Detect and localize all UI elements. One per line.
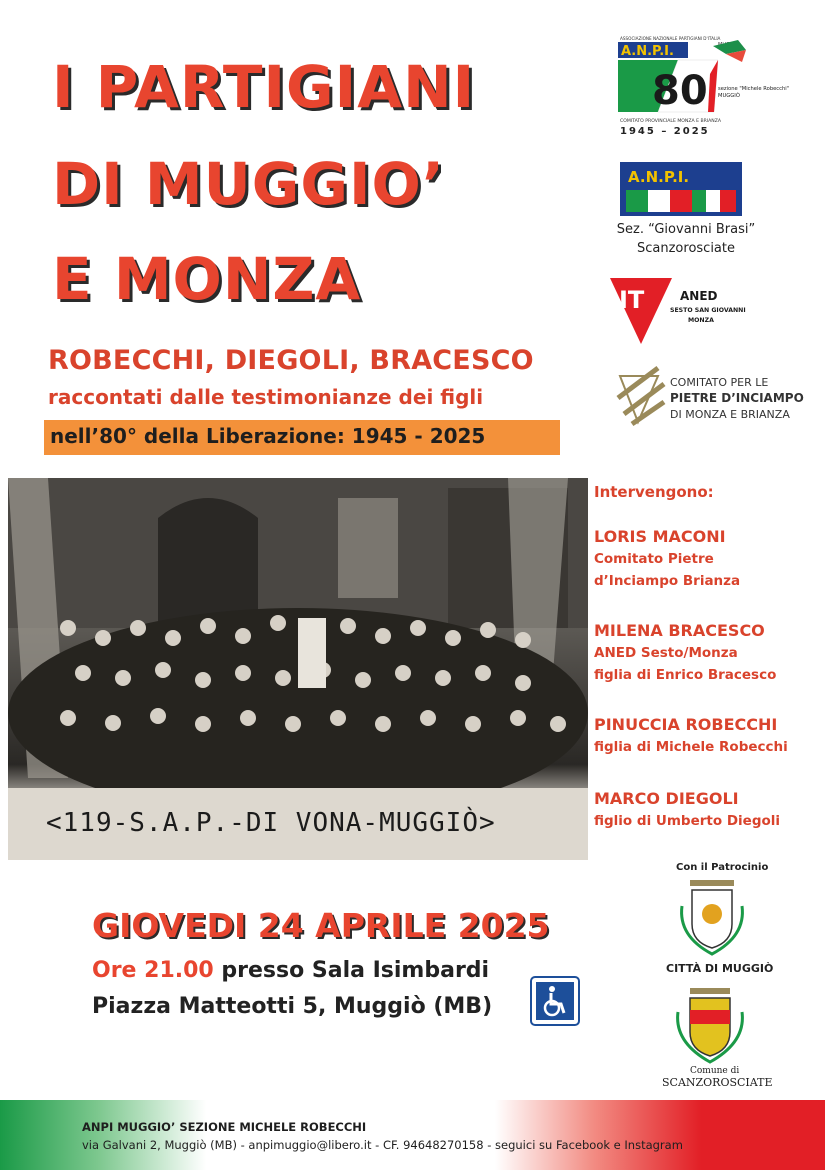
event-venue: presso Sala Isimbardi (213, 958, 490, 983)
footer (0, 1100, 825, 1170)
pietre-line3: DI MONZA E BRIANZA (670, 408, 790, 421)
speakers-heading: Intervengono: (594, 483, 714, 501)
speaker-role: Comitato Pietre (594, 551, 714, 567)
patronage-city-2-name: SCANZOROSCIATE (662, 1076, 773, 1089)
subtitle: ROBECCHI, DIEGOLI, BRACESCO (48, 345, 534, 376)
speaker-role: d’Inciampo Brianza (594, 573, 741, 589)
anpi80-section-city: MUGGIÒ (718, 93, 740, 99)
pietre-inciampo-logo (618, 368, 818, 426)
event-address: Piazza Matteotti 5, Muggiò (MB) (92, 994, 493, 1019)
speaker-name: PINUCCIA ROBECCHI (594, 715, 778, 734)
speaker-milena-bracesco (594, 620, 824, 686)
anpi-brasi-line2: Scanzorosciate (637, 241, 735, 256)
anpi80-name: A.N.P.I. (621, 44, 674, 59)
comune-scanzorosciate-crest-icon (672, 986, 748, 1064)
poster-title-line-1: I PARTIGIANI (52, 53, 476, 121)
patronage-label: Con il Patrocinio (676, 862, 769, 873)
anpi-brasi-line1: Sez. “Giovanni Brasi” (616, 222, 756, 237)
speaker-role: figlia di Enrico Bracesco (594, 667, 777, 683)
speaker-marco-diegoli (594, 788, 824, 832)
speaker-name: MARCO DIEGOLI (594, 789, 739, 808)
pietre-line1: COMITATO PER LE (670, 376, 769, 389)
speaker-role: figlia di Michele Robecchi (594, 739, 788, 755)
poster-title-line-3: E MONZA (52, 245, 362, 313)
aned-logo (610, 278, 746, 344)
anpi-80-logo (618, 34, 790, 138)
poster-title-line-2: DI MUGGIO’ (52, 150, 445, 218)
anpi80-header: ASSOCIAZIONE NAZIONALE PARTIGIANI D'ITALIA (620, 36, 721, 41)
italian-flag-gradient (0, 1100, 825, 1170)
anpi-brasi-name: A.N.P.I. (628, 168, 690, 186)
aned-line2: MONZA (688, 317, 714, 324)
anniversary-band (44, 420, 560, 455)
anpi-brasi-logo (620, 162, 742, 216)
anpi80-committee: COMITATO PROVINCIALE MONZA E BRIANZA (620, 119, 722, 124)
aned-line1: SESTO SAN GIOVANNI (670, 307, 746, 314)
speaker-pinuccia-robecchi (594, 714, 824, 758)
photo-illustration (8, 478, 588, 860)
patronage-city-1: CITTÀ DI MUGGIÒ (666, 962, 774, 975)
event-time: Ore 21.00 (92, 958, 214, 983)
patronage-city-2-label: Comune di (690, 1066, 740, 1076)
tagline: raccontati dalle testimonianze dei figli (48, 385, 484, 409)
anpi-brasi-caption (596, 220, 776, 258)
photo-caption: <119-S.A.P.-DI VONA-MUGGIÒ> (46, 808, 496, 838)
anpi80-number: 80 (652, 68, 708, 114)
aned-name: ANED (680, 289, 718, 303)
speaker-role: ANED Sesto/Monza (594, 645, 738, 661)
partisans-group-photo (8, 478, 588, 860)
event-time-line (92, 958, 489, 983)
speaker-name: LORIS MACONI (594, 527, 726, 546)
anpi80-section: sezione "Michele Robecchi" (718, 86, 790, 92)
anniversary-text: nell’80° della Liberazione: 1945 - 2025 (50, 424, 486, 448)
footer-contact-info: via Galvani 2, Muggiò (MB) - anpimuggio@libero.it - CF. 94648270158 - seguici su Facebook e Instagram (82, 1138, 683, 1152)
pietre-line2: PIETRE D’INCIAMPO (670, 391, 804, 405)
footer-title: ANPI MUGGIO’ SEZIONE MICHELE ROBECCHI (82, 1120, 367, 1134)
citta-di-muggio-crest-icon (676, 876, 748, 956)
aned-mark: IT (619, 286, 645, 314)
speaker-loris-maconi (594, 526, 824, 592)
wheelchair-accessible-icon (530, 976, 580, 1026)
anpi80-years: 1945 – 2025 (620, 126, 710, 137)
event-date: GIOVEDI 24 APRILE 2025 (92, 906, 550, 945)
speaker-name: MILENA BRACESCO (594, 621, 765, 640)
speaker-role: figlio di Umberto Diegoli (594, 813, 781, 829)
